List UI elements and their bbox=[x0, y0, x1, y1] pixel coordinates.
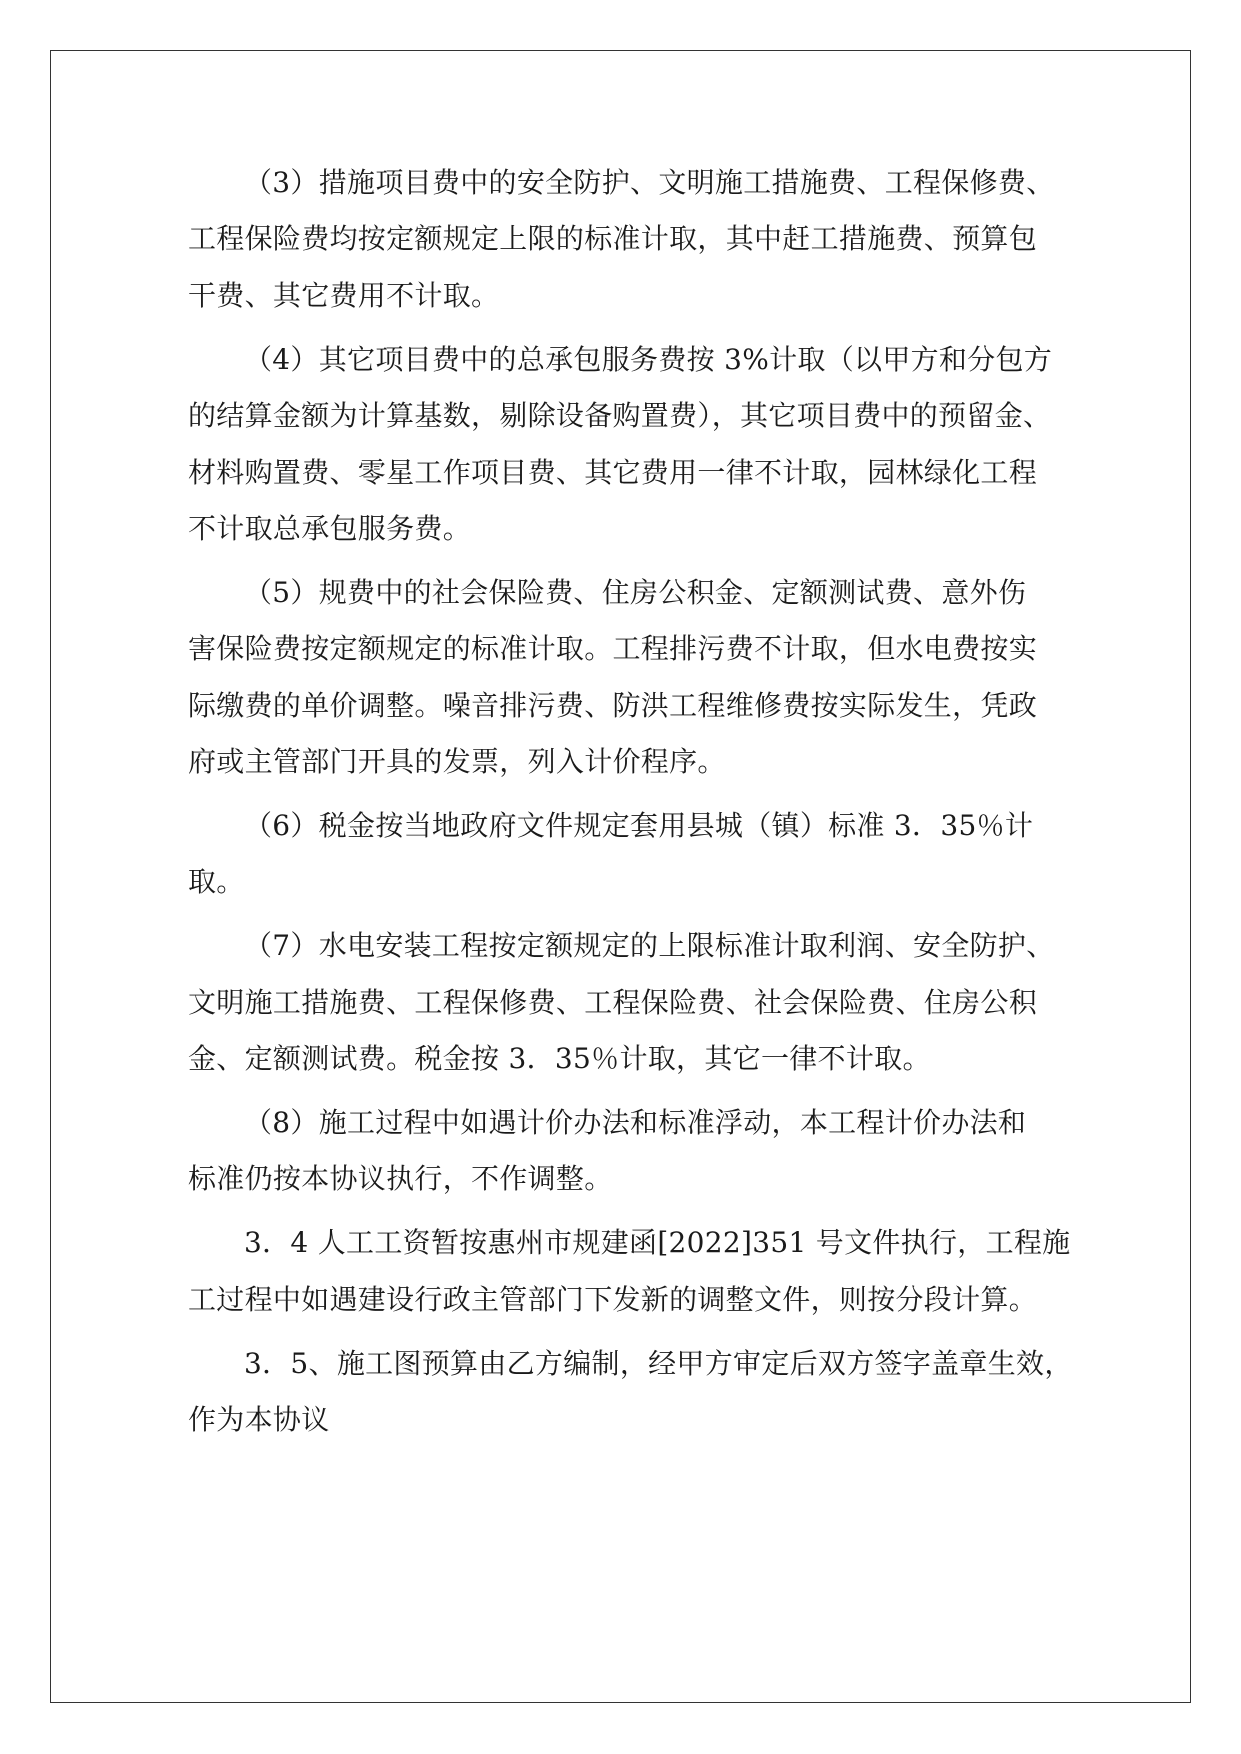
text-line: 文明施工措施费、工程保修费、工程保险费、社会保险费、住房公积 bbox=[188, 985, 1038, 1019]
text-line: （8）施工过程中如遇计价办法和标准浮动，本工程计价办法和 bbox=[244, 1106, 1027, 1139]
text-line: 作为本协议 bbox=[188, 1403, 330, 1437]
paragraph-8 bbox=[188, 1095, 1068, 1208]
paragraph-3 bbox=[188, 155, 1068, 324]
text-line: 府或主管部门开具的发票，列入计价程序。 bbox=[188, 745, 726, 779]
text-line: （5）规费中的社会保险费、住房公积金、定额测试费、意外伤 bbox=[244, 575, 1027, 609]
text-line: 工过程中如遇建设行政主管部门下发新的调整文件，则按分段计算。 bbox=[188, 1282, 1038, 1316]
text-line: 取。 bbox=[188, 865, 245, 899]
paragraph-5 bbox=[188, 565, 1068, 791]
text-line: （6）税金按当地政府文件规定套用县城（镇）标准 3．35％计 bbox=[244, 808, 1034, 842]
text-line: 不计取总承包服务费。 bbox=[188, 511, 472, 545]
text-line: 干费、其它费用不计取。 bbox=[188, 278, 500, 312]
paragraph-4 bbox=[188, 332, 1068, 558]
paragraph-3-5 bbox=[188, 1336, 1073, 1449]
text-line: （7）水电安装工程按定额规定的上限标准计取利润、安全防护、 bbox=[244, 929, 1055, 963]
text-line: 害保险费按定额规定的标准计取。工程排污费不计取，但水电费按实 bbox=[188, 632, 1038, 666]
text-line: 3．5、施工图预算由乙方编制，经甲方审定后双方签字盖章生效， bbox=[244, 1346, 1073, 1380]
text-line: 标准仍按本协议执行，不作调整。 bbox=[188, 1162, 613, 1196]
text-line: 工程保险费均按定额规定上限的标准计取，其中赶工措施费、预算包 bbox=[188, 222, 1038, 256]
paragraph-7 bbox=[188, 918, 1068, 1087]
paragraph-6 bbox=[188, 798, 1068, 911]
text-line: 金、定额测试费。税金按 3．35％计取，其它一律不计取。 bbox=[188, 1042, 931, 1076]
text-line: 材料购置费、零星工作项目费、其它费用一律不计取，园林绿化工程 bbox=[188, 455, 1038, 489]
text-line: 际缴费的单价调整。噪音排污费、防洪工程维修费按实际发生，凭政 bbox=[188, 688, 1038, 722]
text-line: 的结算金额为计算基数，剔除设备购置费），其它项目费中的预留金、 bbox=[188, 399, 1052, 433]
paragraph-3-4 bbox=[188, 1215, 1071, 1328]
text-line: （4）其它项目费中的总承包服务费按 3%计取（以甲方和分包方 bbox=[244, 342, 1053, 376]
text-line: （3）措施项目费中的安全防护、文明施工措施费、工程保修费、 bbox=[244, 166, 1055, 199]
text-line: 3．4 人工工资暂按惠州市规建函[2022]351 号文件执行，工程施 bbox=[244, 1226, 1071, 1260]
document-body bbox=[188, 155, 1073, 1456]
